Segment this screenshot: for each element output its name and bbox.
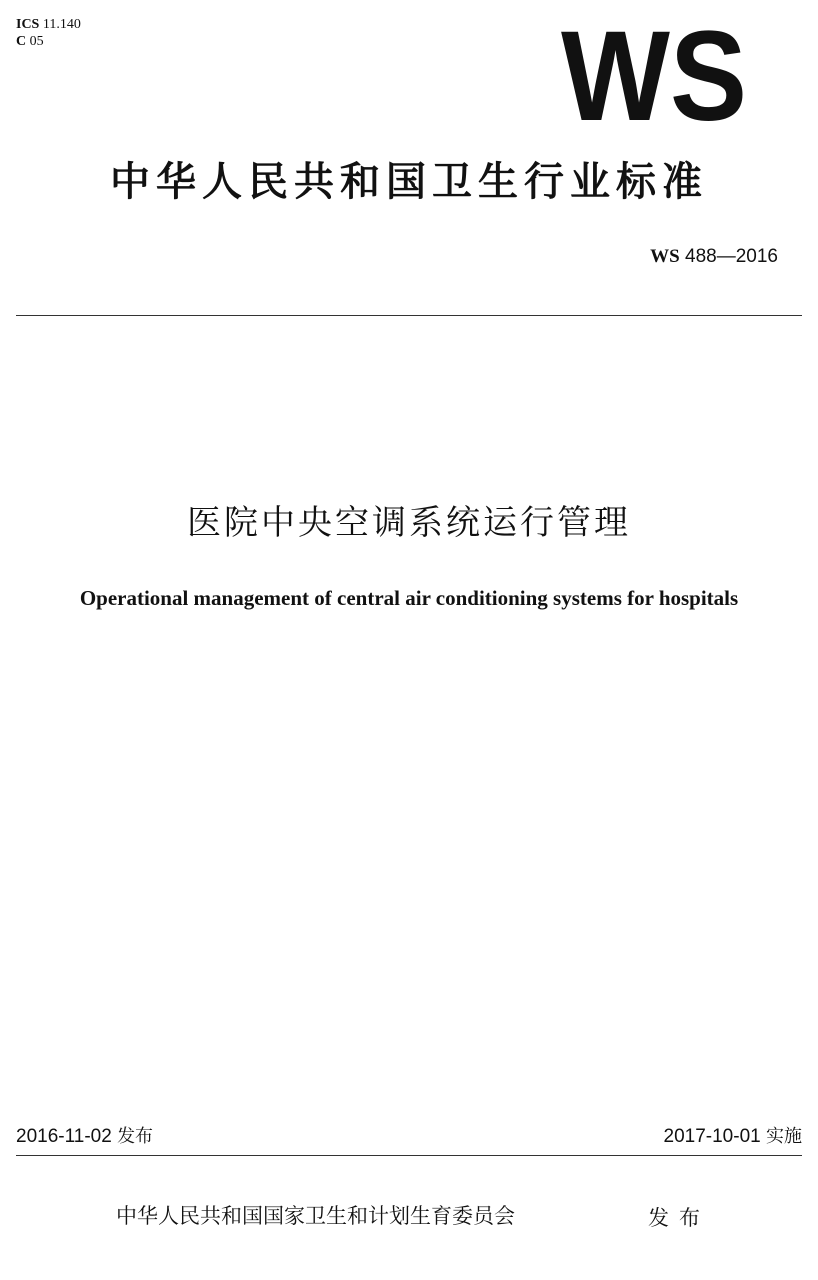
standard-title: 中华人民共和国卫生行业标准 <box>110 159 708 205</box>
ics-code: 11.140 <box>42 17 81 32</box>
ws-logo-text: WS <box>561 24 747 126</box>
classification-codes <box>16 16 81 50</box>
class-label: C <box>16 34 27 49</box>
bottom-divider <box>16 1155 802 1156</box>
publish-date-value: 2016-11-02 <box>16 1126 112 1147</box>
standard-number-value: 488—2016 <box>685 246 778 267</box>
class-line <box>16 33 81 50</box>
effective-date-label: 实施 <box>766 1126 802 1147</box>
ws-logo <box>560 24 748 126</box>
effective-date <box>664 1124 802 1150</box>
issuer-name: 中华人民共和国国家卫生和计划生育委员会 <box>116 1204 515 1228</box>
ics-label: ICS <box>16 17 40 32</box>
effective-date-value: 2017-10-01 <box>663 1126 761 1147</box>
standard-number <box>650 244 778 270</box>
top-divider <box>16 315 802 316</box>
standard-number-prefix: WS <box>650 246 680 267</box>
document-title-cn: 医院中央空调系统运行管理 <box>187 503 631 543</box>
class-code: 05 <box>29 34 44 49</box>
ics-line <box>16 16 81 33</box>
publish-date <box>16 1124 153 1150</box>
publish-date-label: 发布 <box>117 1126 154 1147</box>
issuer-action: 发布 <box>648 1206 710 1230</box>
document-title-en: Operational management of central air conditioning systems for hospitals <box>79 586 739 610</box>
